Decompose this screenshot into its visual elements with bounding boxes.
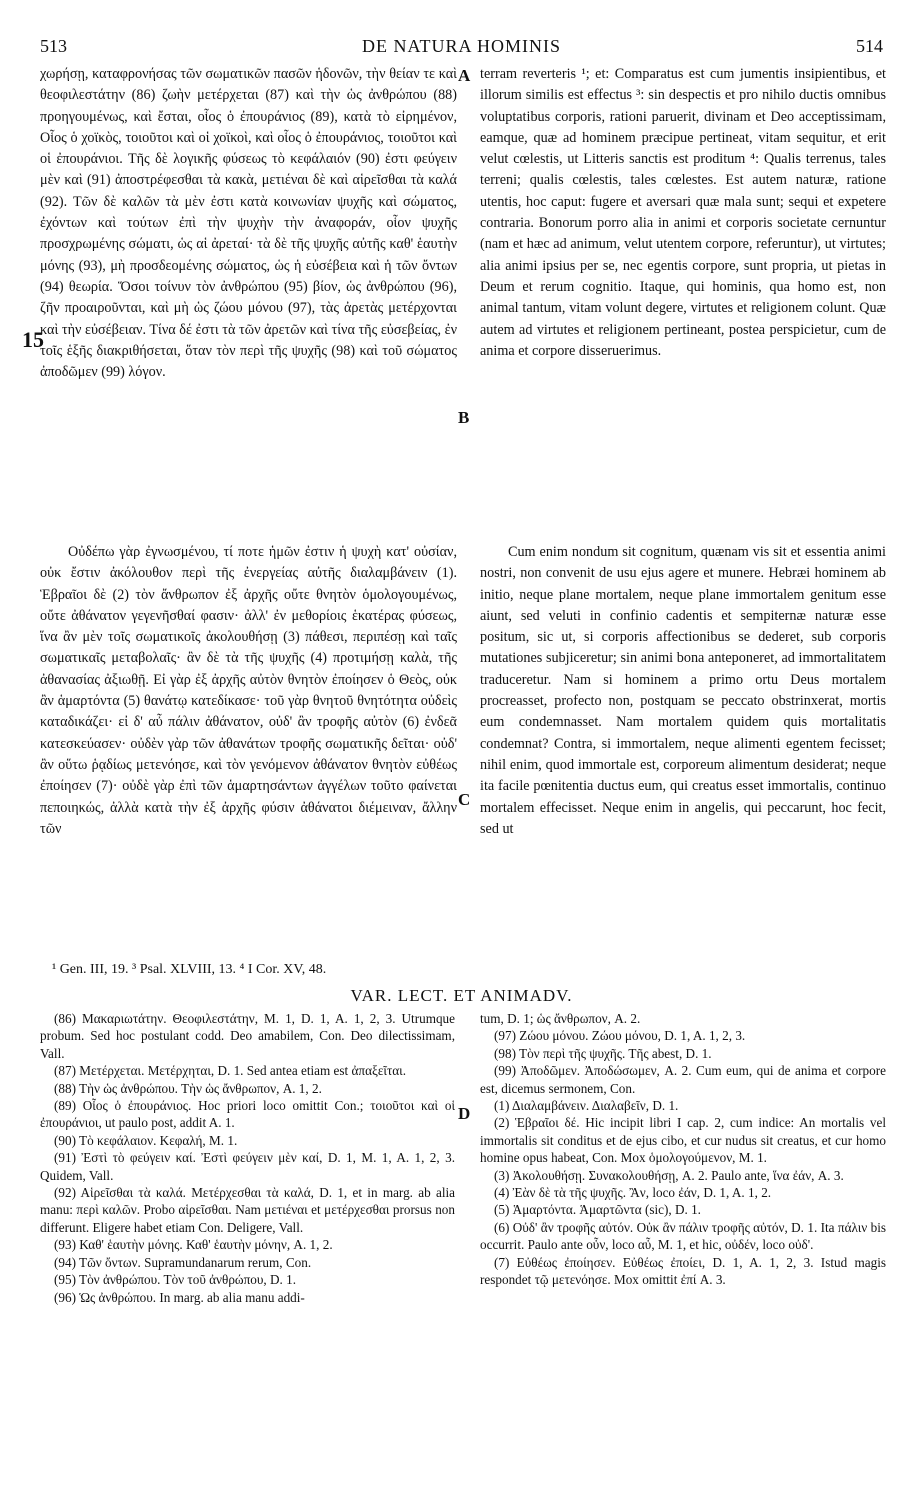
latin-paragraph-1: terram reverteris ¹; et: Comparatus est cum jumentis insipientibus, et illorum similis est effectus ³: sin despectis et pro nihilo ductis omnibus voluptatibus corporis, rationi paruerit, divinam et Deo acceptissimam, eamque, quæ ad hominem præcipue pertineat, vitam sequitur, et erit velut cœlestis, ut Litteris sanctis est proditum ⁴: Qualis terrenus, tales terreni; qualis cœlestis, tales cœlestes. Est autem naturæ, ratione utentis, hoc caput: fugere et aversari quæ mala sunt; sequi et expetere contraria. Bonorum porro alia in animi et corporis societate cernuntur (nam et hæc ad animum, velut utentem corpore, referuntur), ut virtutes; alia animi ipsius per se, nec egentis corpore, sunt propria, ut pietas in Deum et rerum cognitio. Itaque, qui hominis, qua homo est, non animal tantum, vitam volunt degere, virtutes et religionem colunt. Quæ autem ad virtutes et religionem pertineant, postea perspicietur, cum de anima et corpore disseruerimus. <box>480 66 886 359</box>
note-5: (5) Ἁμαρτόντα. Ἁμαρτῶντα (sic), D. 1. <box>494 1202 701 1218</box>
note-94: (94) Τῶν ὄντων. Supramundanarum rerum, Con. <box>54 1254 312 1270</box>
greek-text-top <box>40 64 457 383</box>
notes-right-column <box>480 1010 886 1289</box>
greek-paragraph-2: Οὐδέπω γὰρ ἐγνωσμένου, τί ποτε ἡμῶν ἐστιν ἡ ψυχὴ κατ' οὐσίαν, οὐκ ἔστιν ἀκόλουθον περὶ τῆς ἐνεργείας αὐτῆς διαλαμβάνειν (1). Ἑβραῖοι δὲ (2) τὸν ἄνθρωπον ἐξ ἀρχῆς οὔτε θνητὸν ὁμολογουμένως, οὔτε ἀθάνατον γεγενῆσθαί φασιν· ἀλλ' ἐν μεθορίοις ἑκατέρας φύσεως, ἵνα ἂν μὲν τοῖς σωματικοῖς ἀκολουθήσῃ (3) πάθεσι, περιπέσῃ καὶ ταῖς σωματικαῖς μεταβολαῖς· ἂν δὲ τὰ τῆς ψυχῆς (4) προτιμήσῃ καλὰ, τῆς ἀθανασίας ἀξιωθῇ. Εἰ γὰρ ἐξ ἀρχῆς αὐτὸν θνητὸν ἐποίησεν ὁ Θεὸς, οὐκ ἂν ἁμαρτόντα (5) θανάτῳ κατεδίκασε· τοῦ γὰρ θνητοῦ θνητότητα οὐδεὶς καταδικάζει· εἰ δ' αὖ πάλιν ἀθάνατον, οὐδ' ἂν τροφῆς αὐτὸν (6) ἐνδεᾶ κατεσκεύασεν· οὐδὲν γὰρ τῶν ἀθανάτων τροφῆς σωματικῆς δεῖται· οὐδ' ἂν οὕτω ῥᾳδίως μετενόησε, καὶ τὸν γενόμενον ἀθάνατον θνητὸν εὐθέως ἐποίησεν (7)· οὐδὲ γὰρ ἐπὶ τῶν ἁμαρτησάντων ἀγγέλων τοῦτο φαίνεται πεποιηκώς, ἀλλὰ κατὰ τὴν ἐξ ἀρχῆς φύσιν ἀθάνατοι διέμειναν, ἄλλην τῶν <box>40 544 457 837</box>
note-3: (3) Ἀκολουθήσῃ. Συνακολουθήσῃ, A. 2. Paulo ante, ἵνα ἐάν, A. 3. <box>494 1167 844 1183</box>
greek-paragraph-1: χωρήσῃ, καταφρονήσας τῶν σωματικῶν πασῶν ἡδονῶν, τὴν θείαν τε καὶ θεοφιλεστάτην (86) ζωὴν μετέρχεται (87) καὶ τὴν ὡς ἀνθρώπου (88) προηγουμένως, καὶ ἔσται, οἷος ὁ ἐπουράνιος (89), κατὰ τὸ εἰρημένον, Οἷος ὁ χοϊκὸς, τοιοῦτοι καὶ οἱ χοϊκοὶ, καὶ οἷος ὁ ἐπουράνιος, τοιοῦτοι καὶ οἱ ἐπουράνιοι. Τῆς δὲ λογικῆς φύσεως τὸ κεφάλαιόν (90) ἐστι φεύγειν μὲν καὶ (91) ἀποστρέφεσθαι τὰ κακὰ, μετιέναι δὲ καὶ αἱρεῖσθαι τὰ καλά (92). Τῶν δὲ καλῶν τὰ μὲν ἐστι κατὰ κοινωνίαν ψυχῆς καὶ σώματος, ἐχόντων καὶ τούτων ἐπὶ τὴν ψυχὴν τὴν ἀναφοράν, οἷον ψυχῆς προσχρωμένης σώματι, ὡς αἱ ἀρεταί· τὰ δὲ τῆς ψυχῆς αὐτῆς καθ' ἑαυτὴν μόνης (93), μὴ προσδεομένης σώματος, ὡς ἡ εὐσέβεια καὶ ἡ τῶν ὄντων (94) θεωρία. Ὅσοι τοίνυν τὸν ἀνθρώπου (95) βίον, ὡς ἀνθρώπου (96), ζῆν προαιροῦνται, καὶ μὴ ὡς ζώου μόνου (97), τὰς ἀρετὰς μετέρχονται καὶ τὴν εὐσέβειαν. Τίνα δέ ἐστι τὰ τῶν ἀρετῶν καὶ τίνα τῆς εὐσεβείας, ἐν τοῖς ἑξῆς διακριθήσεται, ὅταν τὸν περὶ τῆς ψυχῆς (98) καὶ τοῦ σώματος ἀποδῶμεν (99) λόγον. <box>40 66 457 381</box>
margin-mark-b: B <box>458 408 470 427</box>
note-98: (98) Τὸν περὶ τῆς ψυχῆς. Τῆς abest, D. 1. <box>494 1045 712 1061</box>
note-87: (87) Μετέρχεται. Μετέρχηται, D. 1. Sed antea etiam est ἀπαξεῖται. <box>54 1063 406 1079</box>
page-number-left: 513 <box>40 36 67 56</box>
note-86: (86) Μακαριωτάτην. Θεοφιλεστάτην, M. 1, D. 1, A. 1, 2, 3. Utrumque probum. Sed hoc postulant codd. Deo amabilem, Con. Deo dilectissimam, Vall. <box>40 1011 455 1061</box>
note-4: (4) Ἐὰν δὲ τὰ τῆς ψυχῆς. Ἂν, loco ἐάν, D. 1, A. 1, 2. <box>494 1185 772 1201</box>
note-89: (89) Οἷος ὁ ἐπουράνιος. Hoc priori loco omittit Con.; τοιοῦτοι καὶ οἱ ἐπουράνιοι, ut paulo post, addit A. 1. <box>40 1098 455 1131</box>
greek-text-bottom <box>40 542 457 840</box>
note-1: (1) Διαλαμβάνειν. Διαλαβεῖν, D. 1. <box>494 1098 679 1114</box>
note-92: (92) Αἱρεῖσθαι τὰ καλά. Μετέρχεσθαι τὰ καλά, D. 1, et in marg. ab alia manu: περὶ καλῶν. Probo αἱρεῖσθαι. Nam μετιέναι et μετέρχεσθαι prorsus non differunt. Eligere habet etiam Con. Deligere, Vall. <box>40 1185 455 1235</box>
notes-left-column <box>40 1010 455 1306</box>
latin-text-bottom <box>480 542 886 840</box>
note-90: (90) Τὸ κεφάλαιον. Κεφαλή, M. 1. <box>54 1132 238 1148</box>
note-88: (88) Τὴν ὡς ἀνθρώπου. Τὴν ὡς ἄνθρωπον, A. 1, 2. <box>54 1080 322 1096</box>
note-91: (91) Ἐστὶ τὸ φεύγειν καί. Ἐστὶ φεύγειν μὲν καί, D. 1, M. 1, A. 1, 2, 3. Quidem, Vall. <box>40 1150 455 1183</box>
note-97: (97) Ζώου μόνου. Ζώου μόνου, D. 1, A. 1, 2, 3. <box>494 1028 746 1044</box>
note-93: (93) Καθ' ἑαυτὴν μόνης. Καθ' ἑαυτὴν μόνην, A. 1, 2. <box>54 1237 333 1253</box>
margin-mark-a: A <box>458 66 471 85</box>
latin-text-top <box>480 64 886 362</box>
note-95: (95) Τὸν ἀνθρώπου. Τὸν τοῦ ἀνθρώπου, D. 1. <box>54 1272 296 1288</box>
note-96: (96) Ὡς ἀνθρώπου. In marg. ab alia manu addi- <box>54 1289 305 1305</box>
note-7: (7) Εὐθέως ἐποίησεν. Εὐθέως ἐποίει, D. 1, A. 1, 2, 3. Istud magis respondet τῷ μετενόησε. Mox omittit ἐπί A. 3. <box>480 1254 886 1288</box>
running-title: DE NATURA HOMINIS <box>361 36 561 56</box>
note-6: (6) Οὐδ' ἂν τροφῆς αὐτόν. Οὐκ ἂν πάλιν τροφῆς αὐτόν, D. 1. Ita πάλιν bis occurrit. Paulo ante οὖν, loco αὖ, M. 1, et hic, οὐδέν, loco οὐδ'. <box>480 1219 886 1253</box>
footnotes: ¹ Gen. III, 19. ³ Psal. XLVIII, 13. ⁴ I Cor. XV, 48. <box>52 962 327 977</box>
note-96-continued: tum, D. 1; ὡς ἄνθρωπον, A. 2. <box>480 1011 641 1026</box>
margin-mark-d: D <box>458 1104 471 1123</box>
page-number-right: 514 <box>856 36 883 56</box>
note-99: (99) Ἀποδῶμεν. Ἀποδώσωμεν, A. 2. Cum eum, qui de anima et corpore est, dicemus sermonem, Con. <box>480 1063 886 1096</box>
latin-paragraph-2: Cum enim nondum sit cognitum, quænam vis sit et essentia animi nostri, non convenit de usu ejus agere et munere. Hebræi hominem ab initio, neque plane mortalem, neque plane immortalem genitum esse aiunt, sed veluti in confinio cadentis et sempiternæ naturæ esse positum, sic ut, si corporis affectionibus se dederet, sub corporis mutationes subjiceretur; sin animi bona anteponeret, ad immortalitatem traduceretur. Nam si hominem a primo ortu Deus mortalem procreasset, profecto non, postquam se peccato obstrinxerat, mortis eum condemnasset. Nam mortalem quidem quis mortalitatis condemnat? Contra, si immortalem, neque alimenti egentem fecisset; nihil enim, quod immortale est, corporeum alimentum desiderat; neque ita facile pœnitentia ductus eum, qui creatus esset immortalis, continuo mortalem effecisset. Neque enim in angelis, qui peccarunt, hoc fecit, sed ut <box>480 544 886 837</box>
note-2: (2) Ἑβραῖοι δέ. Hic incipit libri I cap. 2, cum indice: An mortalis vel immortalis sit conditus et de ejus cibo, et cur nudus sit creatus, et cur homo homine opus habeat, Con. Mox ὁμολογούμενον, M. 1. <box>480 1115 886 1166</box>
section-number: 15 <box>22 327 44 352</box>
margin-mark-c: C <box>458 790 471 809</box>
variant-readings-title: VAR. LECT. ET ANIMADV. <box>350 986 573 1005</box>
